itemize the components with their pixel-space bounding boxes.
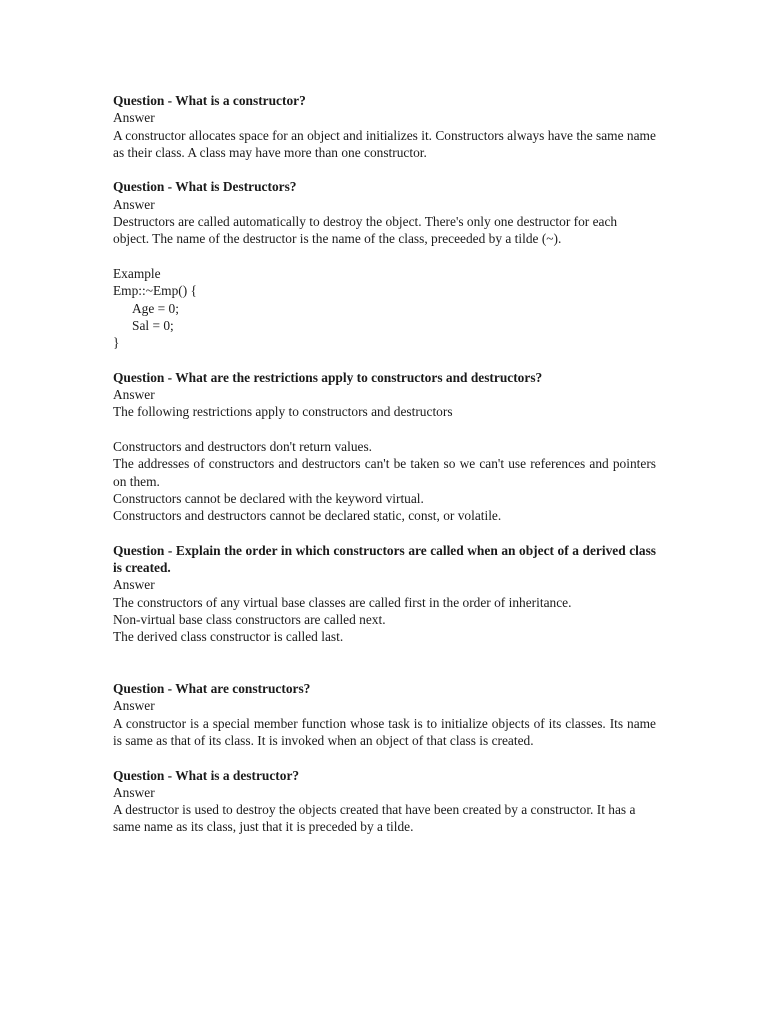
code-line: }: [113, 335, 120, 351]
answer-item: The derived class constructor is called last.: [113, 629, 344, 645]
answer-label: Answer: [113, 110, 155, 126]
question-heading: Question - What is a constructor?: [113, 93, 306, 108]
question-heading: Question - What are the restrictions apply to constructors and destructors?: [113, 369, 543, 385]
spacer: [113, 421, 656, 438]
answer-item: Constructors and destructors don't return values.: [113, 438, 373, 454]
answer-intro: The following restrictions apply to constructors and destructors: [113, 404, 453, 420]
qa-section-constructor-order: [113, 542, 656, 646]
answer-paragraph: A destructor is used to destroy the objects created that have been created by a constructor. It has a same name as its class, just that it is preceded by a tilde.: [113, 802, 636, 835]
code-line: Sal = 0;: [132, 317, 174, 333]
answer-paragraph: A constructor is a special member function whose task is to initialize objects of its classes. Its name is same as that of its class. It is invoked when an object of that class is created.: [113, 715, 656, 748]
question-heading: Question - What are constructors?: [113, 681, 311, 697]
answer-item: Constructors cannot be declared with the keyword virtual.: [113, 490, 424, 506]
document-page: [113, 92, 656, 853]
qa-section-restrictions: [113, 369, 656, 525]
answer-item: Constructors and destructors cannot be declared static, const, or volatile.: [113, 508, 502, 524]
answer-item: Non-virtual base class constructors are called next.: [113, 611, 386, 627]
answer-paragraph: Destructors are called automatically to destroy the object. There's only one destructor for each object. The name of the destructor is the name of the class, preceeded by a tilde (~).: [113, 214, 618, 247]
answer-label: Answer: [113, 698, 155, 714]
code-line: Emp::~Emp() {: [113, 283, 197, 299]
answer-label: Answer: [113, 784, 155, 800]
question-heading: Question - What is Destructors?: [113, 179, 297, 195]
question-heading: Question - Explain the order in which constructors are called when an object of a derived class is created.: [113, 542, 656, 576]
qa-section-constructor: [113, 92, 656, 161]
qa-section-constructors: [113, 680, 656, 749]
answer-paragraph: A constructor allocates space for an object and initializes it. Constructors always have the same name as their class. A class may have more than one constructor.: [113, 127, 656, 160]
answer-label: Answer: [113, 196, 155, 212]
question-heading: Question - What is a destructor?: [113, 767, 300, 783]
spacer: [113, 248, 656, 265]
qa-section-destructors: [113, 178, 656, 351]
answer-label: Answer: [113, 577, 155, 593]
answer-item: The constructors of any virtual base classes are called first in the order of inheritance.: [113, 594, 572, 610]
answer-label: Answer: [113, 387, 155, 403]
qa-section-destructor: [113, 767, 656, 836]
answer-item: The addresses of constructors and destructors can't be taken so we can't use references and pointers on them.: [113, 456, 656, 489]
code-line: Age = 0;: [132, 300, 179, 316]
example-label: Example: [113, 265, 161, 281]
